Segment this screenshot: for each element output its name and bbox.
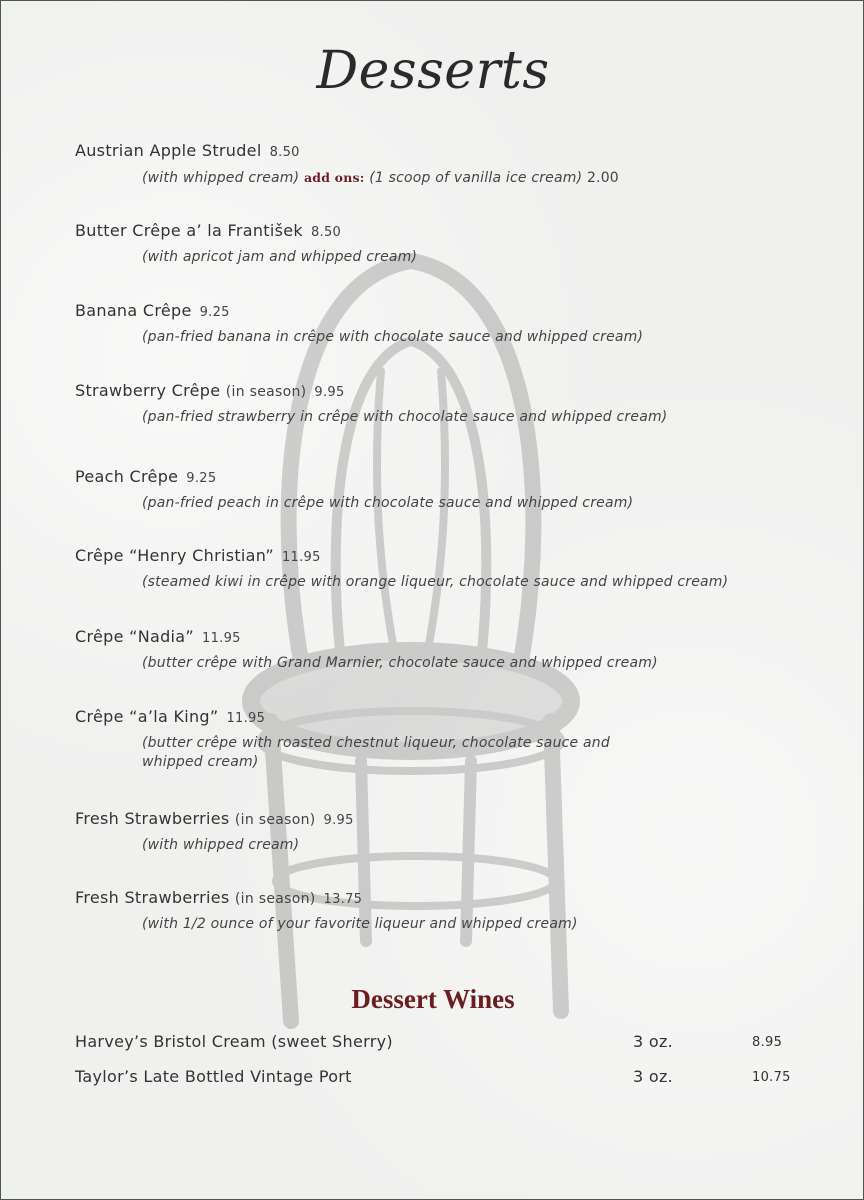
menu-item — [75, 888, 578, 934]
addon-price: 2.00 — [586, 170, 619, 186]
menu-item — [75, 707, 662, 772]
dessert-wines-heading: Dessert Wines — [351, 984, 515, 1014]
item-name: Banana Crêpe — [75, 301, 192, 320]
item-price: 11.95 — [202, 631, 241, 646]
wine-name: Harvey’s Bristol Cream (sweet Sherry) — [75, 1032, 393, 1051]
item-price: 9.25 — [199, 305, 230, 320]
item-qualifier: (in season) — [234, 891, 316, 907]
item-description: (pan-fried strawberry in crêpe with chocolate sauce and whipped cream) — [142, 409, 668, 425]
wine-size: 3 oz. — [633, 1067, 674, 1086]
menu-item — [75, 546, 728, 592]
item-name: Fresh Strawberries — [75, 809, 230, 828]
menu-item — [75, 467, 633, 513]
item-name: Peach Crêpe — [75, 467, 179, 486]
wine-size: 3 oz. — [633, 1032, 674, 1051]
item-qualifier: (in season) — [225, 384, 307, 400]
item-description: (pan-fried banana in crêpe with chocolate sauce and whipped cream) — [142, 329, 644, 345]
item-description: (butter crêpe with Grand Marnier, chocolate sauce and whipped cream) — [142, 655, 658, 671]
item-name: Butter Crêpe a’ la František — [75, 221, 303, 240]
menu-item — [75, 381, 667, 427]
item-description: (with apricot jam and whipped cream) — [142, 249, 418, 265]
wine-price: 8.95 — [752, 1035, 783, 1050]
menu-item — [75, 627, 658, 673]
item-name: Crêpe “Henry Christian” — [75, 546, 274, 565]
menu-item — [75, 221, 417, 267]
menu-item — [75, 141, 619, 188]
item-name: Fresh Strawberries — [75, 888, 230, 907]
item-description: (steamed kiwi in crêpe with orange liqueur, chocolate sauce and whipped cream) — [142, 574, 729, 590]
item-description: (with whipped cream) — [142, 837, 300, 853]
item-name: Crêpe “Nadia” — [75, 627, 194, 646]
page-title: Desserts — [316, 41, 550, 101]
wine-name: Taylor’s Late Bottled Vintage Port — [75, 1067, 352, 1086]
item-price: 9.25 — [186, 471, 217, 486]
item-desc-main: (with whipped cream) — [142, 170, 300, 186]
item-description: (butter crêpe with roasted chestnut liqueur, chocolate sauce and whipped cream) — [142, 735, 610, 770]
item-qualifier: (in season) — [234, 812, 316, 828]
item-price: 8.50 — [269, 145, 300, 160]
item-description — [142, 168, 619, 188]
item-price: 9.95 — [314, 385, 345, 400]
item-description: (with 1/2 ounce of your favorite liqueur and whipped cream) — [142, 916, 578, 932]
addons-label: add ons: — [303, 170, 365, 185]
item-price: 13.75 — [323, 892, 363, 907]
menu-item — [75, 809, 354, 855]
menu-item — [75, 301, 643, 347]
item-price: 9.95 — [323, 813, 354, 828]
item-price: 11.95 — [226, 711, 266, 726]
item-name: Strawberry Crêpe — [75, 381, 221, 400]
wine-price: 10.75 — [752, 1070, 791, 1085]
item-price: 11.95 — [281, 550, 321, 565]
item-description: (pan-fried peach in crêpe with chocolate sauce and whipped cream) — [142, 495, 634, 511]
addon-desc: (1 scoop of vanilla ice cream) — [369, 170, 583, 186]
item-price: 8.50 — [310, 225, 342, 240]
item-name: Austrian Apple Strudel — [75, 141, 262, 160]
item-name: Crêpe “a’la King” — [75, 707, 219, 726]
